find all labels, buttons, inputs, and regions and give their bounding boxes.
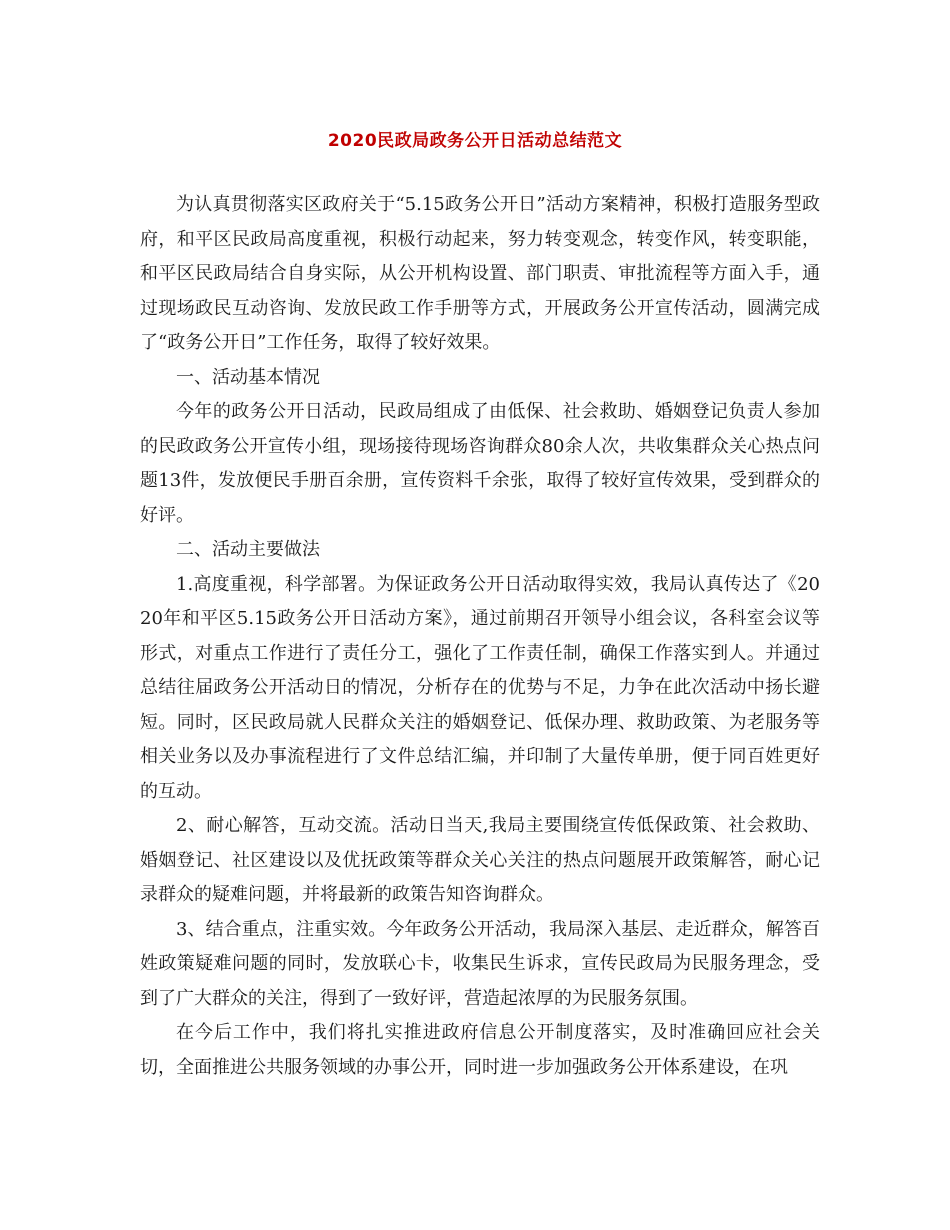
paragraph-method-3: 3、结合重点，注重实效。今年政务公开活动，我局深入基层、走近群众，解答百姓政策疑难问题的同时，发放联心卡，收集民生诉求，宣传民政局为民服务理念，受到了广大群众的关注，得到了一致好评，营造起浓厚的为民服务氛围。 <box>140 918 820 1009</box>
section-heading-basic-info: 一、活动基本情况 <box>176 366 320 388</box>
paragraph-method-2: 2、耐心解答，互动交流。活动日当天,我局主要围绕宣传低保政策、社会救助、婚姻登记、社区建设以及优抚政策等群众关心关注的热点问题展开政策解答，耐心记录群众的疑难问题，并将最新的政策告知咨询群众。 <box>140 815 820 905</box>
paragraph-intro: 为认真贯彻落实区政府关于“5.15政务公开日”活动方案精神，积极打造服务型政府，和平区民政局高度重视，积极行动起来，努力转变观念，转变作风，转变职能，和平区民政局结合自身实际，从公开机构设置、部门职责、审批流程等方面入手，通过现场政民互动咨询、发放民政工作手册等方式，开展政务公开宣传活动，圆满完成了“政务公开日”工作任务，取得了较好效果。 <box>140 194 820 353</box>
paragraph-method-1: 1.高度重视，科学部署。为保证政务公开日活动取得实效，我局认真传达了《2020年和平区5.15政务公开日活动方案》，通过前期召开领导小组会议，各科室会议等形式，对重点工作进行了责任分工，强化了工作责任制，确保工作落实到人。并通过总结往届政务公开活动日的情况，分析存在的优势与不足，力争在此次活动中扬长避短。同时，区民政局就人民群众关注的婚姻登记、低保办理、救助政策、为老服务等相关业务以及办事流程进行了文件总结汇编，并印制了大量传单册，便于同百姓更好的互动。 <box>140 573 820 802</box>
section-heading-main-methods: 二、活动主要做法 <box>176 539 320 560</box>
paragraph-future-work: 在今后工作中，我们将扎实推进政府信息公开制度落实，及时准确回应社会关切，全面推进公共服务领域的办事公开，同时进一步加强政务公开体系建设，在巩 <box>140 1022 820 1078</box>
document-body <box>140 188 820 1085</box>
document-title: 2020民政局政务公开日活动总结范文 <box>327 131 623 151</box>
paragraph-basic-info: 今年的政务公开日活动，民政局组成了由低保、社会救助、婚姻登记负责人参加的民政政务公开宣传小组，现场接待现场咨询群众80余人次，共收集群众关心热点问题13件，发放便民手册百余册，宣传资料千余张，取得了较好宣传效果，受到群众的好评。 <box>140 401 820 526</box>
